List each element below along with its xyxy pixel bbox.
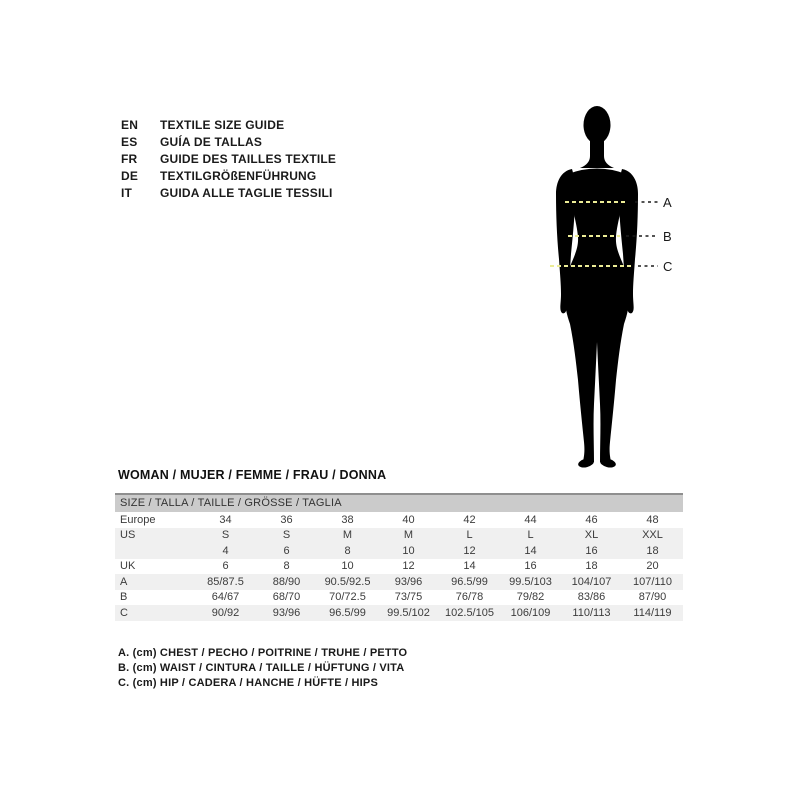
- size-cell: 70/72.5: [329, 591, 366, 604]
- size-cell: 85/87.5: [207, 575, 244, 588]
- size-cell: 20: [646, 560, 659, 573]
- size-cell: 64/67: [211, 591, 240, 604]
- size-cell: 104/107: [571, 575, 612, 588]
- language-row-en: [121, 117, 336, 134]
- language-title: TEXTILE SIZE GUIDE: [160, 118, 285, 132]
- size-row-label: A: [120, 575, 128, 588]
- size-cell: 99.5/103: [509, 575, 552, 588]
- size-cell: 93/96: [394, 575, 423, 588]
- size-row-us-numeric: [115, 543, 683, 559]
- size-row-a: [115, 574, 683, 590]
- marker-label-a: A: [663, 195, 672, 210]
- size-row-c: [115, 605, 683, 621]
- size-row-us: [115, 528, 683, 544]
- language-title-list: [121, 117, 336, 202]
- marker-label-b: B: [663, 229, 672, 244]
- size-cell: 90.5/92.5: [324, 575, 371, 588]
- size-cell: 14: [524, 544, 537, 557]
- size-cell: 96.5/99: [451, 575, 488, 588]
- size-cell: 102.5/105: [445, 606, 494, 619]
- size-row-b: [115, 590, 683, 606]
- language-row-es: [121, 134, 336, 151]
- size-cell: 14: [463, 560, 476, 573]
- size-cell: 107/110: [633, 575, 672, 588]
- size-cell: S: [221, 529, 230, 542]
- size-row-label: B: [120, 591, 128, 604]
- size-cell: 93/96: [272, 606, 301, 619]
- size-row-label: UK: [120, 560, 136, 573]
- woman-silhouette-figure: [540, 104, 690, 472]
- size-cell: 34: [219, 513, 232, 526]
- language-code: IT: [121, 186, 133, 200]
- marker-label-c: C: [663, 259, 673, 274]
- size-cell: 48: [646, 513, 659, 526]
- size-cell: 76/78: [455, 591, 484, 604]
- size-cell: 44: [524, 513, 537, 526]
- size-cell: 36: [280, 513, 293, 526]
- size-cell: 87/90: [638, 591, 667, 604]
- language-code: ES: [121, 135, 138, 149]
- size-cell: 96.5/99: [329, 606, 366, 619]
- size-cell: M: [403, 529, 414, 542]
- size-cell: 8: [283, 560, 290, 573]
- size-cell: 6: [283, 544, 290, 557]
- language-code: FR: [121, 152, 138, 166]
- size-cell: 18: [646, 544, 659, 557]
- language-title: GUÍA DE TALLAS: [160, 135, 263, 149]
- size-table-header: SIZE / TALLA / TAILLE / GRÖSSE / TAGLIA: [115, 493, 683, 512]
- size-table: [115, 493, 683, 621]
- size-cell: 4: [222, 544, 229, 557]
- size-cell: 16: [585, 544, 598, 557]
- size-cell: 88/90: [272, 575, 301, 588]
- size-cell: 79/82: [516, 591, 545, 604]
- size-cell: 42: [463, 513, 476, 526]
- size-cell: XL: [584, 529, 599, 542]
- size-cell: XXL: [642, 529, 663, 542]
- size-cell: L: [466, 529, 473, 542]
- size-cell: 38: [341, 513, 354, 526]
- language-row-fr: [121, 151, 336, 168]
- size-cell: 12: [402, 560, 415, 573]
- legend-line-b: B. (cm) WAIST / CINTURA / TAILLE / HÜFTUNG / VITA: [118, 662, 405, 674]
- gender-section-title: WOMAN / MUJER / FEMME / FRAU / DONNA: [118, 468, 387, 482]
- size-cell: 106/109: [510, 606, 551, 619]
- size-cell: 10: [341, 560, 354, 573]
- size-row-europe: [115, 512, 683, 528]
- size-cell: 18: [585, 560, 598, 573]
- language-title: TEXTILGRÖßENFÜHRUNG: [160, 169, 317, 183]
- language-title: GUIDA ALLE TAGLIE TESSILI: [160, 186, 333, 200]
- language-code: EN: [121, 118, 139, 132]
- size-cell: 99.5/102: [387, 606, 430, 619]
- size-cell: S: [282, 529, 291, 542]
- size-cell: 16: [524, 560, 537, 573]
- size-cell: 40: [402, 513, 415, 526]
- legend-line-c: C. (cm) HIP / CADERA / HANCHE / HÜFTE / HIPS: [118, 677, 378, 689]
- size-cell: 12: [463, 544, 476, 557]
- language-row-it: [121, 185, 336, 202]
- size-row-label: Europe: [120, 513, 156, 526]
- size-cell: L: [527, 529, 534, 542]
- size-table-body: [115, 512, 683, 621]
- size-cell: 114/119: [633, 606, 672, 619]
- size-cell: M: [342, 529, 353, 542]
- size-cell: 90/92: [211, 606, 240, 619]
- language-row-de: [121, 168, 336, 185]
- size-cell: 6: [222, 560, 229, 573]
- size-row-uk: [115, 559, 683, 575]
- woman-silhouette: [556, 106, 638, 469]
- size-cell: 110/113: [572, 606, 611, 619]
- size-cell: 8: [344, 544, 351, 557]
- size-cell: 68/70: [272, 591, 301, 604]
- size-row-label: C: [120, 606, 128, 619]
- language-code: DE: [121, 169, 139, 183]
- size-cell: 83/86: [577, 591, 606, 604]
- measurement-legend: [118, 646, 407, 691]
- size-row-label: US: [120, 529, 136, 542]
- language-title: GUIDE DES TAILLES TEXTILE: [160, 152, 337, 166]
- size-cell: 46: [585, 513, 598, 526]
- size-cell: 73/75: [394, 591, 423, 604]
- size-cell: 10: [402, 544, 415, 557]
- legend-line-a: A. (cm) CHEST / PECHO / POITRINE / TRUHE / PETTO: [118, 647, 408, 659]
